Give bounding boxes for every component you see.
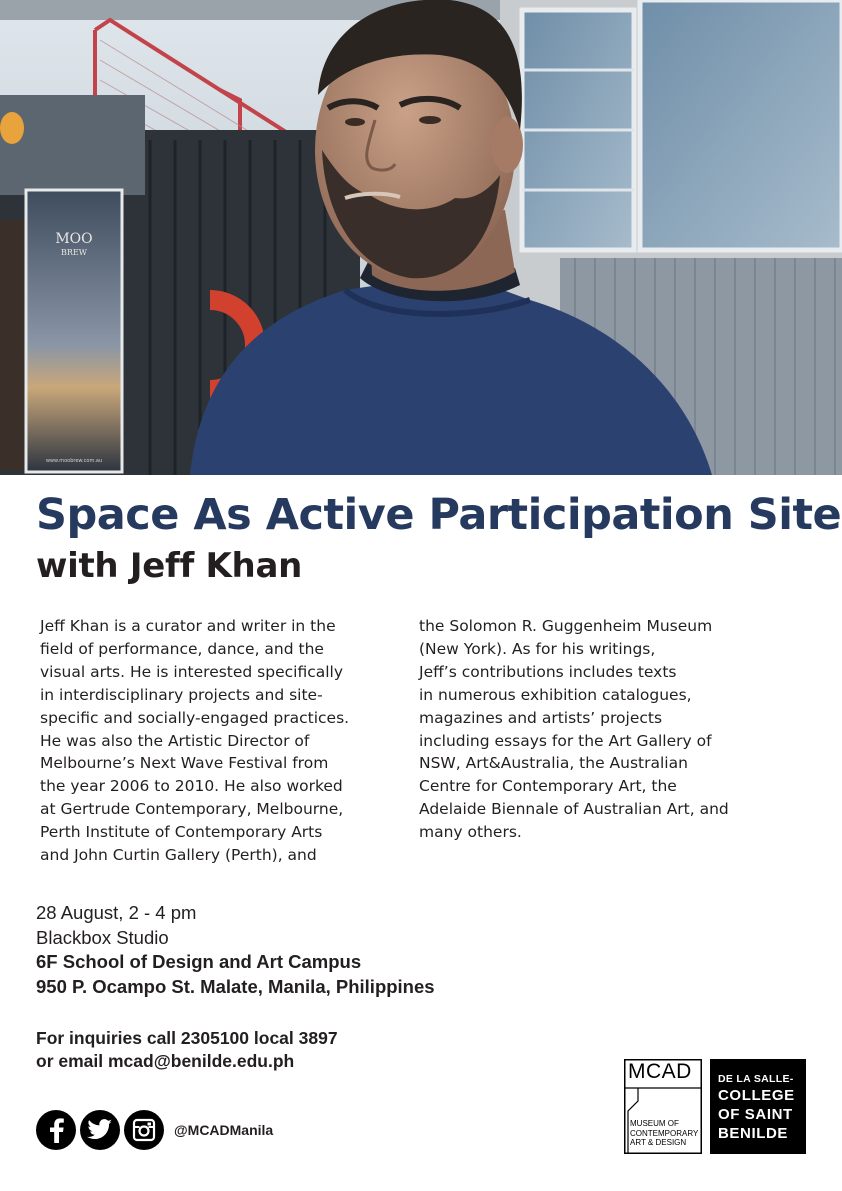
bio-column-left: [40, 615, 395, 867]
contact-info: [36, 1027, 338, 1073]
dls-logo-line: OF SAINT: [718, 1106, 793, 1123]
social-links: [36, 1110, 273, 1150]
bio-line: visual arts. He is interested specifically: [40, 662, 344, 681]
bio-line: Perth Institute of Contemporary Arts: [40, 823, 323, 842]
dls-logo-line: BENILDE: [718, 1125, 789, 1142]
bio-line: Jeff’s contributions includes texts: [419, 662, 677, 681]
bio-line: the Solomon R. Guggenheim Museum: [419, 617, 713, 635]
bio-line: in interdisciplinary projects and site-: [40, 685, 323, 704]
event-datetime: 28 August, 2 - 4 pm: [36, 902, 197, 923]
dls-logo-line: COLLEGE: [718, 1087, 795, 1104]
bio-line: field of performance, dance, and the: [40, 639, 324, 658]
bio-line: NSW, Art&Australia, the Australian: [419, 754, 688, 773]
bio-line: specific and socially-engaged practices.: [40, 708, 350, 727]
sign-text-line2: BREW: [61, 248, 87, 257]
social-handle[interactable]: @MCADManila: [174, 1122, 274, 1138]
bio-line: in numerous exhibition catalogues,: [419, 685, 692, 704]
event-address: 950 P. Ocampo St. Malate, Manila, Philippines: [36, 975, 435, 997]
event-details: [36, 901, 435, 999]
bio-line: including essays for the Art Gallery of: [419, 731, 712, 750]
bio-line: many others.: [419, 823, 522, 842]
bio-line: He was also the Artistic Director of: [40, 731, 310, 750]
bio-line: Adelaide Biennale of Australian Art, and: [419, 800, 729, 819]
bio-column-right: [419, 615, 789, 844]
mcad-subtitle: [630, 1119, 698, 1148]
bio-line: Centre for Contemporary Art, the: [419, 777, 677, 796]
hero-photo: [0, 0, 842, 475]
sign-text-footer: www.moobrew.com.au: [45, 458, 103, 464]
mcad-wordmark: MCAD: [628, 1060, 692, 1083]
event-subtitle: with Jeff Khan: [36, 546, 302, 586]
event-venue: Blackbox Studio: [36, 926, 169, 948]
contact-email[interactable]: or email mcad@benilde.edu.ph: [36, 1051, 295, 1071]
mcad-subtitle-line: ART & DESIGN: [630, 1138, 687, 1147]
mcad-subtitle-line: CONTEMPORARY: [630, 1128, 699, 1138]
dls-logo-line: DE LA SALLE-: [718, 1073, 794, 1085]
mcad-subtitle-line: MUSEUM OF: [630, 1119, 679, 1128]
contact-phone: For inquiries call 2305100 local 3897: [36, 1028, 338, 1048]
mcad-logo: [624, 1059, 702, 1154]
bio-line: Jeff Khan is a curator and writer in the: [40, 617, 336, 635]
bio-line: and John Curtin Gallery (Perth), and: [40, 846, 317, 865]
twitter-icon[interactable]: [80, 1110, 120, 1150]
facebook-icon[interactable]: [36, 1110, 76, 1150]
bio-line: magazines and artists’ projects: [419, 708, 663, 727]
sign-text-line1: MOO: [55, 231, 93, 247]
event-building: 6F School of Design and Art Campus: [36, 951, 362, 973]
bio-line: (New York). As for his writings,: [419, 639, 656, 658]
bio-line: at Gertrude Contemporary, Melbourne,: [40, 800, 344, 819]
event-title: Space As Active Participation Site: [36, 490, 842, 540]
dlsu-csb-logo: [710, 1059, 806, 1154]
hero-illustration: [0, 0, 842, 475]
instagram-icon[interactable]: [124, 1110, 164, 1150]
bio-line: Melbourne’s Next Wave Festival from: [40, 754, 329, 773]
bio-line: the year 2006 to 2010. He also worked: [40, 777, 343, 796]
